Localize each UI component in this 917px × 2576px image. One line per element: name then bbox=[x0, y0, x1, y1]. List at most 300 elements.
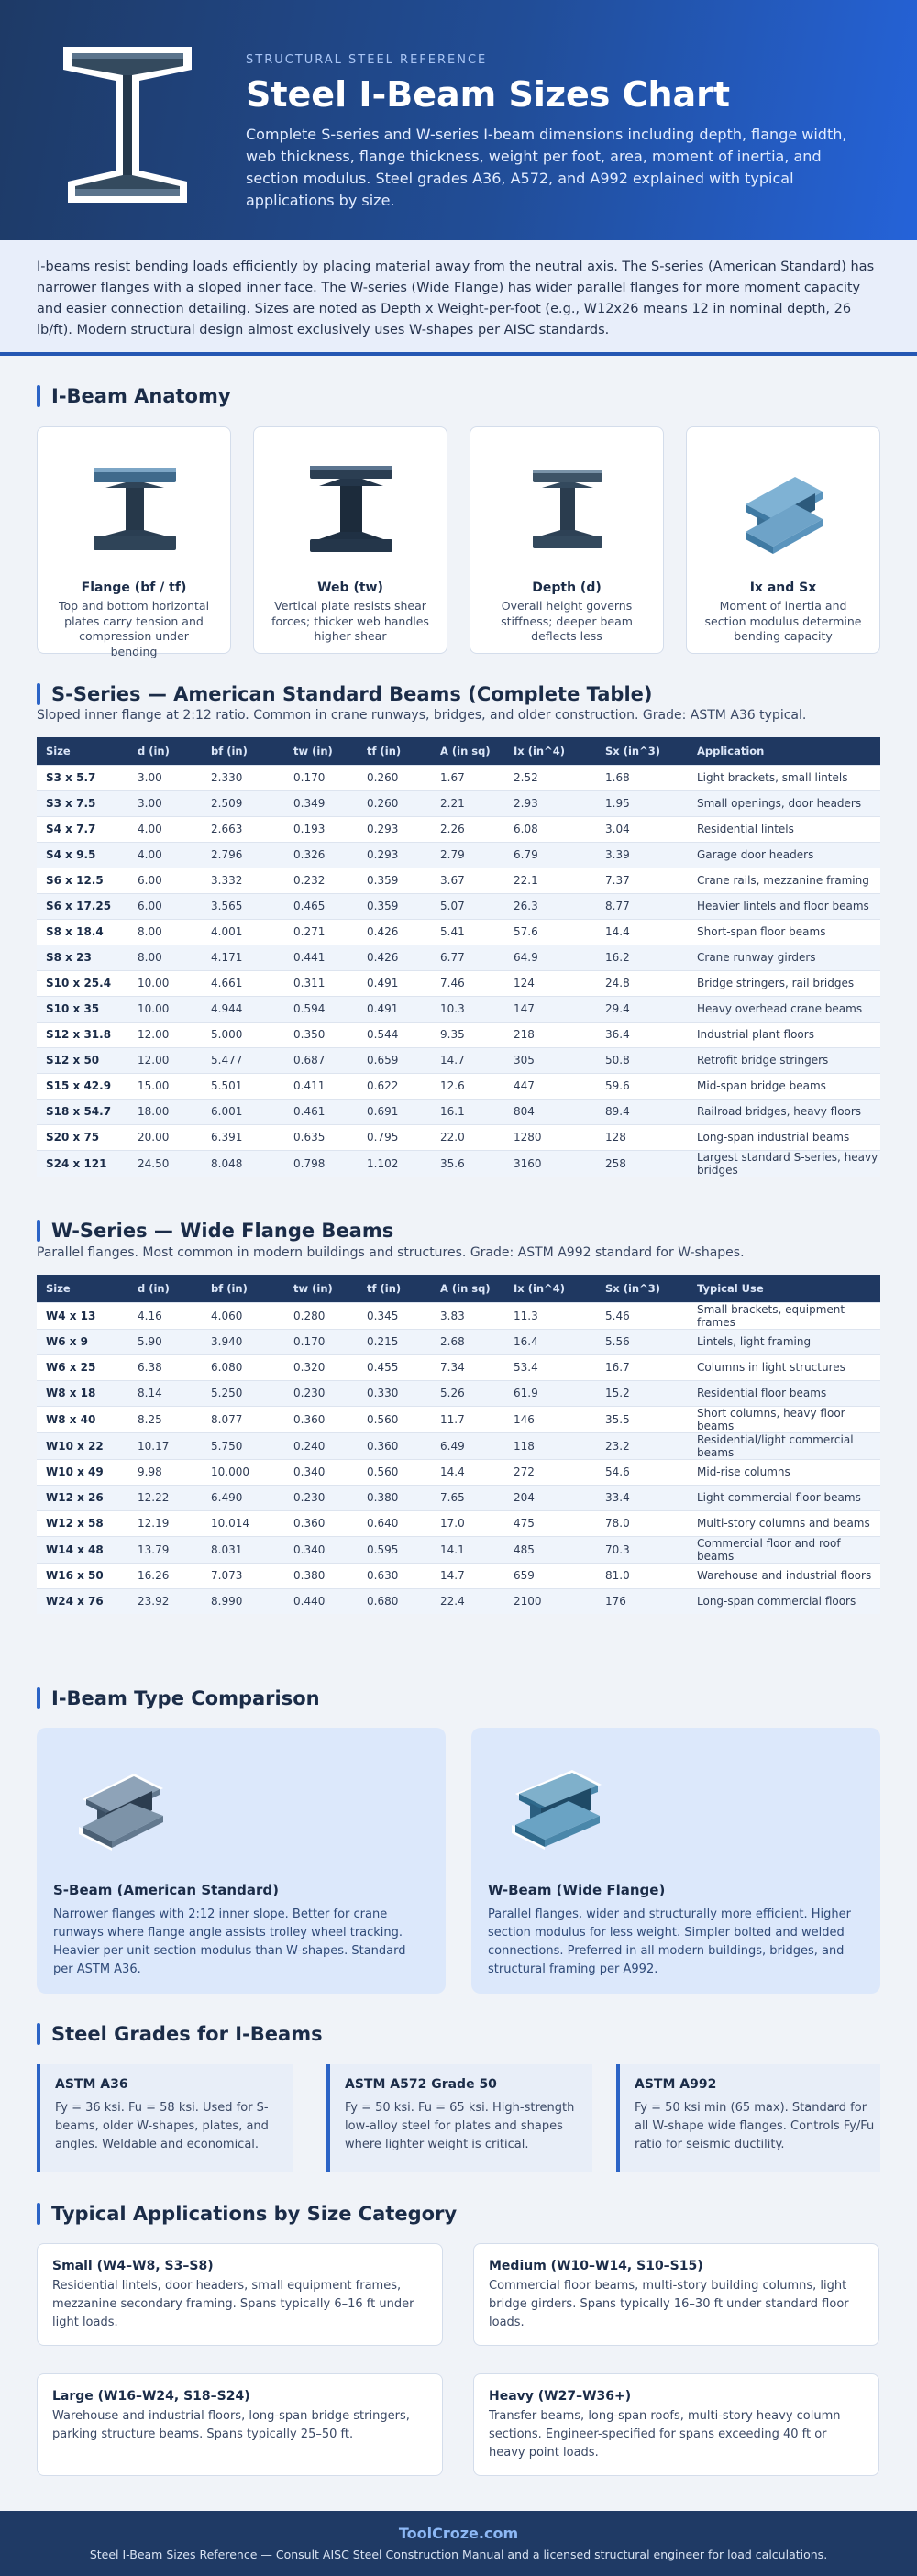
table-cell: 57.6 bbox=[504, 919, 596, 945]
table-cell: 4.060 bbox=[202, 1302, 284, 1329]
table-row bbox=[37, 816, 880, 842]
table-cell: 2100 bbox=[504, 1588, 596, 1614]
intro-text: I-beams resist bending loads efficiently by placing material away from the neutral axis. The S-series (American Standard) has narrower flanges with a sloped inner face. The W-series (Wide Flange) has wider parallel flanges for more moment capacity and easier connection detailing. Sizes are noted as Depth x Weight-per-foot (e.g., W12x26 means 12 in nominal depth, 26 lb/ft). Modern structural design almost exclusively uses W-shapes per AISC standards. bbox=[37, 260, 875, 337]
anatomy-card-text: Overall height governs stiffness; deeper beam deflects less bbox=[501, 599, 633, 643]
application-card-title: Small (W4–W8, S3–S8) bbox=[52, 2259, 214, 2273]
table-cell: 16.7 bbox=[596, 1354, 688, 1380]
column-header: bf (in) bbox=[202, 1275, 284, 1302]
table-cell: 1.102 bbox=[358, 1150, 431, 1177]
table-cell: 6.00 bbox=[128, 868, 202, 893]
table-cell: 14.4 bbox=[596, 919, 688, 945]
table-cell: 7.46 bbox=[431, 970, 504, 996]
table-cell: Heavier lintels and floor beams bbox=[688, 893, 880, 919]
table-cell: 3.83 bbox=[431, 1302, 504, 1329]
grade-card-title: ASTM A572 Grade 50 bbox=[345, 2077, 497, 2092]
hero-description: Complete S-series and W-series I-beam dimensions including depth, flange width, web thickness, flange thickness, weight per foot, area, moment of inertia, and section modulus. Steel grades A36, A572, and A992 explained with typical applications by size. bbox=[246, 126, 847, 209]
table-cell: 23.92 bbox=[128, 1588, 202, 1614]
comparison-card-title: W-Beam (Wide Flange) bbox=[488, 1882, 666, 1898]
table-cell: 0.359 bbox=[358, 893, 431, 919]
page-title: Steel I-Beam Sizes Chart bbox=[246, 74, 731, 115]
table-cell: 485 bbox=[504, 1536, 596, 1563]
table-cell: 61.9 bbox=[504, 1380, 596, 1406]
table-cell: 36.4 bbox=[596, 1022, 688, 1047]
table-cell: 0.635 bbox=[284, 1124, 358, 1150]
table-cell: 3.39 bbox=[596, 842, 688, 868]
anatomy-card-text: Top and bottom horizontal plates carry tension and compression under bending bbox=[58, 599, 210, 658]
table-cell: 5.750 bbox=[202, 1432, 284, 1459]
table-cell: 24.50 bbox=[128, 1150, 202, 1177]
table-cell: Residential floor beams bbox=[688, 1380, 880, 1406]
table-cell: 0.293 bbox=[358, 816, 431, 842]
table-cell: 2.663 bbox=[202, 816, 284, 842]
table-cell: Bridge stringers, rail bridges bbox=[688, 970, 880, 996]
table-row bbox=[37, 1459, 880, 1485]
table-cell: 26.3 bbox=[504, 893, 596, 919]
table-cell: 53.4 bbox=[504, 1354, 596, 1380]
table-cell: 5.26 bbox=[431, 1380, 504, 1406]
table-cell: Railroad bridges, heavy floors bbox=[688, 1099, 880, 1124]
table-cell: 3.00 bbox=[128, 765, 202, 790]
table-cell: 6.08 bbox=[504, 816, 596, 842]
table-cell: 0.170 bbox=[284, 765, 358, 790]
table-cell: 16.26 bbox=[128, 1563, 202, 1588]
table-cell: Mid-rise columns bbox=[688, 1459, 880, 1485]
size-cell: W4 x 13 bbox=[37, 1302, 128, 1329]
table-cell: 9.98 bbox=[128, 1459, 202, 1485]
table-cell: Mid-span bridge beams bbox=[688, 1073, 880, 1099]
table-cell: 3160 bbox=[504, 1150, 596, 1177]
table-cell: 0.360 bbox=[284, 1510, 358, 1536]
hero-banner bbox=[0, 0, 917, 240]
anatomy-card-title: Web (tw) bbox=[317, 580, 383, 595]
table-cell: 8.048 bbox=[202, 1150, 284, 1177]
table-cell: 475 bbox=[504, 1510, 596, 1536]
column-header: tf (in) bbox=[358, 1275, 431, 1302]
comparison-title: I-Beam Type Comparison bbox=[37, 1687, 320, 1709]
table-cell: Heavy overhead crane beams bbox=[688, 996, 880, 1022]
table-cell: 8.25 bbox=[128, 1406, 202, 1432]
size-cell: W14 x 48 bbox=[37, 1536, 128, 1563]
application-card-medium bbox=[473, 2243, 879, 2346]
table-row bbox=[37, 1536, 880, 1563]
table-cell: 0.441 bbox=[284, 945, 358, 970]
application-card-text: Warehouse and industrial floors, long-span bridge stringers, parking structure beams. Spans typically 25–50 ft. bbox=[52, 2409, 410, 2441]
table-cell: 0.240 bbox=[284, 1432, 358, 1459]
grade-card-text: Fy = 50 ksi min (65 max). Standard for all W-shape wide flanges. Controls Fy/Fu ratio for seismic ductility. bbox=[635, 2101, 875, 2151]
table-cell: Retrofit bridge stringers bbox=[688, 1047, 880, 1073]
table-cell: Residential/light commercial beams bbox=[688, 1432, 880, 1459]
table-cell: 0.330 bbox=[358, 1380, 431, 1406]
size-cell: S6 x 17.25 bbox=[37, 893, 128, 919]
size-cell: S12 x 31.8 bbox=[37, 1022, 128, 1047]
table-row bbox=[37, 1022, 880, 1047]
table-cell: Commercial floor and roof beams bbox=[688, 1536, 880, 1563]
table-cell: 24.8 bbox=[596, 970, 688, 996]
table-cell: 0.230 bbox=[284, 1485, 358, 1510]
anatomy-card-flange bbox=[37, 426, 231, 658]
anatomy-card-title: Flange (bf / tf) bbox=[81, 580, 187, 595]
size-cell: S8 x 23 bbox=[37, 945, 128, 970]
table-cell: 6.001 bbox=[202, 1099, 284, 1124]
size-cell: W10 x 49 bbox=[37, 1459, 128, 1485]
column-header: Application bbox=[688, 737, 880, 765]
table-cell: 50.8 bbox=[596, 1047, 688, 1073]
table-cell: 35.6 bbox=[431, 1150, 504, 1177]
application-card-title: Medium (W10–W14, S10–S15) bbox=[489, 2259, 703, 2273]
table-cell: 10.00 bbox=[128, 996, 202, 1022]
table-cell: 0.170 bbox=[284, 1329, 358, 1354]
column-header: Sx (in^3) bbox=[596, 1275, 688, 1302]
table-row bbox=[37, 1380, 880, 1406]
table-cell: 305 bbox=[504, 1047, 596, 1073]
table-cell: 5.000 bbox=[202, 1022, 284, 1047]
application-card-title: Large (W16–W24, S18–S24) bbox=[52, 2389, 250, 2404]
table-cell: 89.4 bbox=[596, 1099, 688, 1124]
table-cell: 11.7 bbox=[431, 1406, 504, 1432]
table-cell: 20.00 bbox=[128, 1124, 202, 1150]
table-cell: 54.6 bbox=[596, 1459, 688, 1485]
table-cell: 5.41 bbox=[431, 919, 504, 945]
table-cell: 118 bbox=[504, 1432, 596, 1459]
s-series-table bbox=[37, 737, 880, 1177]
table-cell: Short columns, heavy floor beams bbox=[688, 1406, 880, 1432]
table-cell: 0.232 bbox=[284, 868, 358, 893]
table-cell: 1.67 bbox=[431, 765, 504, 790]
size-cell: S12 x 50 bbox=[37, 1047, 128, 1073]
table-cell: 14.1 bbox=[431, 1536, 504, 1563]
table-cell: 0.350 bbox=[284, 1022, 358, 1047]
table-cell: 2.93 bbox=[504, 790, 596, 816]
table-cell: 128 bbox=[596, 1124, 688, 1150]
application-card-text: Residential lintels, door headers, small equipment frames, mezzanine secondary framing. Spans typically 6–16 ft under light loads. bbox=[52, 2279, 414, 2329]
column-header: Ix (in^4) bbox=[504, 737, 596, 765]
table-cell: 0.687 bbox=[284, 1047, 358, 1073]
size-cell: S10 x 35 bbox=[37, 996, 128, 1022]
table-cell: 0.798 bbox=[284, 1150, 358, 1177]
table-cell: 0.594 bbox=[284, 996, 358, 1022]
table-cell: 12.22 bbox=[128, 1485, 202, 1510]
table-cell: 204 bbox=[504, 1485, 596, 1510]
table-cell: 2.26 bbox=[431, 816, 504, 842]
table-cell: 0.340 bbox=[284, 1536, 358, 1563]
anatomy-title: I-Beam Anatomy bbox=[37, 385, 231, 407]
size-cell: W6 x 9 bbox=[37, 1329, 128, 1354]
table-cell: 22.4 bbox=[431, 1588, 504, 1614]
anatomy-card-web bbox=[253, 426, 447, 654]
table-cell: 0.360 bbox=[358, 1432, 431, 1459]
table-cell: Crane rails, mezzanine framing bbox=[688, 868, 880, 893]
table-cell: 0.345 bbox=[358, 1302, 431, 1329]
grade-card-a992 bbox=[616, 2064, 880, 2172]
grade-card-a36 bbox=[37, 2064, 293, 2172]
table-cell: 6.38 bbox=[128, 1354, 202, 1380]
table-row bbox=[37, 1406, 880, 1432]
depth-icon bbox=[522, 459, 613, 559]
column-header: d (in) bbox=[128, 1275, 202, 1302]
table-cell: 176 bbox=[596, 1588, 688, 1614]
table-cell: Warehouse and industrial floors bbox=[688, 1563, 880, 1588]
table-cell: 0.360 bbox=[284, 1406, 358, 1432]
table-cell: 0.311 bbox=[284, 970, 358, 996]
table-cell: 1.95 bbox=[596, 790, 688, 816]
table-row bbox=[37, 842, 880, 868]
table-cell: 804 bbox=[504, 1099, 596, 1124]
table-cell: 6.00 bbox=[128, 893, 202, 919]
table-cell: 5.07 bbox=[431, 893, 504, 919]
anatomy-card-depth bbox=[470, 426, 664, 654]
table-cell: 3.00 bbox=[128, 790, 202, 816]
table-row bbox=[37, 868, 880, 893]
comparison-card-w-beam bbox=[471, 1728, 880, 1994]
table-cell: 12.6 bbox=[431, 1073, 504, 1099]
table-cell: 22.1 bbox=[504, 868, 596, 893]
table-cell: 10.000 bbox=[202, 1459, 284, 1485]
table-cell: 0.595 bbox=[358, 1536, 431, 1563]
column-header: A (in sq) bbox=[431, 1275, 504, 1302]
column-header: Size bbox=[37, 737, 128, 765]
table-cell: 0.359 bbox=[358, 868, 431, 893]
table-cell: 1280 bbox=[504, 1124, 596, 1150]
s-series-subtitle: Sloped inner flange at 2:12 ratio. Common in crane runways, bridges, and older construction. Grade: ASTM A36 typical. bbox=[37, 708, 807, 723]
table-row bbox=[37, 1073, 880, 1099]
table-cell: 16.2 bbox=[596, 945, 688, 970]
s-series-title: S-Series — American Standard Beams (Complete Table) bbox=[37, 683, 652, 705]
table-cell: 5.90 bbox=[128, 1329, 202, 1354]
table-cell: 18.00 bbox=[128, 1099, 202, 1124]
table-cell: 0.380 bbox=[358, 1485, 431, 1510]
table-row bbox=[37, 1150, 880, 1177]
table-cell: 0.640 bbox=[358, 1510, 431, 1536]
table-cell: 4.00 bbox=[128, 816, 202, 842]
table-cell: 659 bbox=[504, 1563, 596, 1588]
table-cell: Lintels, light framing bbox=[688, 1329, 880, 1354]
application-card-heavy bbox=[473, 2373, 879, 2476]
table-row bbox=[37, 1124, 880, 1150]
table-cell: 6.391 bbox=[202, 1124, 284, 1150]
comparison-card-text: Narrower flanges with 2:12 inner slope. Better for crane runways where flange angle assists trolley wheel tracking. Heavier per unit section modulus than W-shapes. Standard per ASTM A36. bbox=[53, 1907, 406, 1976]
anatomy-card-text: Moment of inertia and section modulus determine bending capacity bbox=[704, 599, 862, 643]
grade-card-text: Fy = 50 ksi. Fu = 65 ksi. High-strength low-alloy steel for plates and shapes where lighter weight is critical. bbox=[345, 2101, 575, 2151]
table-cell: 35.5 bbox=[596, 1406, 688, 1432]
table-cell: 16.4 bbox=[504, 1329, 596, 1354]
table-cell: 0.795 bbox=[358, 1124, 431, 1150]
table-cell: 3.04 bbox=[596, 816, 688, 842]
table-cell: 10.00 bbox=[128, 970, 202, 996]
size-cell: W16 x 50 bbox=[37, 1563, 128, 1588]
table-cell: 5.56 bbox=[596, 1329, 688, 1354]
hero-eyebrow: STRUCTURAL STEEL REFERENCE bbox=[246, 53, 488, 67]
table-cell: 218 bbox=[504, 1022, 596, 1047]
column-header: tw (in) bbox=[284, 737, 358, 765]
table-cell: 0.411 bbox=[284, 1073, 358, 1099]
table-row bbox=[37, 1432, 880, 1459]
table-cell: 0.491 bbox=[358, 970, 431, 996]
comparison-card-title: S-Beam (American Standard) bbox=[53, 1882, 279, 1898]
table-cell: Columns in light structures bbox=[688, 1354, 880, 1380]
i-beam-hero-icon bbox=[59, 42, 196, 207]
table-cell: 8.14 bbox=[128, 1380, 202, 1406]
table-cell: 8.031 bbox=[202, 1536, 284, 1563]
table-cell: 0.426 bbox=[358, 919, 431, 945]
table-cell: 0.544 bbox=[358, 1022, 431, 1047]
table-cell: 14.7 bbox=[431, 1563, 504, 1588]
size-cell: S6 x 12.5 bbox=[37, 868, 128, 893]
table-cell: 6.79 bbox=[504, 842, 596, 868]
size-cell: S3 x 7.5 bbox=[37, 790, 128, 816]
size-cell: W24 x 76 bbox=[37, 1588, 128, 1614]
table-cell: 8.77 bbox=[596, 893, 688, 919]
table-header-row bbox=[37, 1275, 880, 1302]
table-cell: Small openings, door headers bbox=[688, 790, 880, 816]
web-icon bbox=[305, 459, 397, 559]
application-card-text: Commercial floor beams, multi-story building columns, light bridge girders. Spans typically 16–30 ft under standard floor loads. bbox=[489, 2279, 849, 2329]
size-cell: S24 x 121 bbox=[37, 1150, 128, 1177]
size-cell: W6 x 25 bbox=[37, 1354, 128, 1380]
table-cell: 0.280 bbox=[284, 1302, 358, 1329]
grade-card-title: ASTM A36 bbox=[55, 2077, 128, 2092]
table-cell: 1.68 bbox=[596, 765, 688, 790]
table-cell: 4.944 bbox=[202, 996, 284, 1022]
table-cell: 7.65 bbox=[431, 1485, 504, 1510]
table-row bbox=[37, 1047, 880, 1073]
column-header: Sx (in^3) bbox=[596, 737, 688, 765]
table-cell: 4.661 bbox=[202, 970, 284, 996]
size-cell: S10 x 25.4 bbox=[37, 970, 128, 996]
size-cell: W12 x 58 bbox=[37, 1510, 128, 1536]
table-cell: 12.19 bbox=[128, 1510, 202, 1536]
table-cell: 22.0 bbox=[431, 1124, 504, 1150]
table-cell: 4.00 bbox=[128, 842, 202, 868]
table-cell: 0.326 bbox=[284, 842, 358, 868]
table-cell: 0.630 bbox=[358, 1563, 431, 1588]
s-beam-icon bbox=[70, 1761, 172, 1862]
applications-title: Typical Applications by Size Category bbox=[37, 2203, 457, 2225]
size-cell: S15 x 42.9 bbox=[37, 1073, 128, 1099]
table-cell: Long-span commercial floors bbox=[688, 1588, 880, 1614]
table-cell: 70.3 bbox=[596, 1536, 688, 1563]
table-cell: 0.230 bbox=[284, 1380, 358, 1406]
comparison-card-s-beam bbox=[37, 1728, 446, 1994]
table-cell: 59.6 bbox=[596, 1073, 688, 1099]
table-cell: 6.080 bbox=[202, 1354, 284, 1380]
table-cell: 0.622 bbox=[358, 1073, 431, 1099]
table-cell: 0.380 bbox=[284, 1563, 358, 1588]
table-cell: 0.349 bbox=[284, 790, 358, 816]
grades-title: Steel Grades for I-Beams bbox=[37, 2023, 323, 2045]
table-cell: 2.21 bbox=[431, 790, 504, 816]
table-cell: 81.0 bbox=[596, 1563, 688, 1588]
inertia-icon bbox=[738, 459, 830, 559]
table-cell: 124 bbox=[504, 970, 596, 996]
size-cell: S3 x 5.7 bbox=[37, 765, 128, 790]
table-cell: 12.00 bbox=[128, 1022, 202, 1047]
table-cell: Residential lintels bbox=[688, 816, 880, 842]
table-row bbox=[37, 996, 880, 1022]
table-row bbox=[37, 893, 880, 919]
table-cell: 0.659 bbox=[358, 1047, 431, 1073]
anatomy-card-ix-sx bbox=[686, 426, 880, 654]
comparison-card-text: Parallel flanges, wider and structurally more efficient. Higher section modulus for less weight. Simpler bolted and welded connections. Preferred in all modern buildings, bridges, and structural framing per A992. bbox=[488, 1907, 851, 1976]
w-series-subtitle: Parallel flanges. Most common in modern buildings and structures. Grade: ASTM A992 standard for W-shapes. bbox=[37, 1245, 745, 1260]
anatomy-card-text: Vertical plate resists shear forces; thicker web handles higher shear bbox=[271, 599, 429, 643]
table-cell: 0.455 bbox=[358, 1354, 431, 1380]
table-cell: 0.491 bbox=[358, 996, 431, 1022]
intro-panel bbox=[0, 240, 917, 356]
table-cell: Light commercial floor beams bbox=[688, 1485, 880, 1510]
table-cell: 5.250 bbox=[202, 1380, 284, 1406]
table-cell: 2.509 bbox=[202, 790, 284, 816]
table-cell: 2.79 bbox=[431, 842, 504, 868]
column-header: d (in) bbox=[128, 737, 202, 765]
footer-brand-link[interactable]: ToolCroze.com bbox=[398, 2525, 519, 2542]
table-cell: 9.35 bbox=[431, 1022, 504, 1047]
table-cell: 0.560 bbox=[358, 1459, 431, 1485]
column-header: Size bbox=[37, 1275, 128, 1302]
size-cell: S20 x 75 bbox=[37, 1124, 128, 1150]
table-cell: 0.260 bbox=[358, 765, 431, 790]
table-cell: 13.79 bbox=[128, 1536, 202, 1563]
size-cell: S4 x 7.7 bbox=[37, 816, 128, 842]
size-cell: W8 x 40 bbox=[37, 1406, 128, 1432]
table-cell: Light brackets, small lintels bbox=[688, 765, 880, 790]
table-row bbox=[37, 1354, 880, 1380]
application-card-large bbox=[37, 2373, 443, 2476]
table-cell: Crane runway girders bbox=[688, 945, 880, 970]
column-header: tw (in) bbox=[284, 1275, 358, 1302]
anatomy-card-title: Depth (d) bbox=[532, 580, 602, 595]
table-cell: 4.16 bbox=[128, 1302, 202, 1329]
table-cell: 447 bbox=[504, 1073, 596, 1099]
size-cell: W8 x 18 bbox=[37, 1380, 128, 1406]
table-cell: 8.077 bbox=[202, 1406, 284, 1432]
table-cell: Largest standard S-series, heavy bridges bbox=[688, 1150, 880, 1177]
table-cell: 0.340 bbox=[284, 1459, 358, 1485]
table-cell: 23.2 bbox=[596, 1432, 688, 1459]
table-row bbox=[37, 919, 880, 945]
footer bbox=[0, 2511, 917, 2576]
table-cell: 4.001 bbox=[202, 919, 284, 945]
table-cell: 3.332 bbox=[202, 868, 284, 893]
table-cell: 0.271 bbox=[284, 919, 358, 945]
flange-icon bbox=[89, 459, 181, 559]
table-cell: 0.680 bbox=[358, 1588, 431, 1614]
table-row bbox=[37, 1510, 880, 1536]
table-cell: Small brackets, equipment frames bbox=[688, 1302, 880, 1329]
table-cell: 146 bbox=[504, 1406, 596, 1432]
table-cell: 78.0 bbox=[596, 1510, 688, 1536]
table-cell: 6.490 bbox=[202, 1485, 284, 1510]
table-cell: 147 bbox=[504, 996, 596, 1022]
table-cell: 8.00 bbox=[128, 919, 202, 945]
size-cell: W10 x 22 bbox=[37, 1432, 128, 1459]
table-cell: 0.193 bbox=[284, 816, 358, 842]
table-cell: 17.0 bbox=[431, 1510, 504, 1536]
table-cell: 7.073 bbox=[202, 1563, 284, 1588]
table-cell: 0.293 bbox=[358, 842, 431, 868]
table-cell: 2.52 bbox=[504, 765, 596, 790]
table-cell: 12.00 bbox=[128, 1047, 202, 1073]
grade-card-text: Fy = 36 ksi. Fu = 58 ksi. Used for S-beams, older W-shapes, plates, and angles. Weldable and economical. bbox=[55, 2101, 269, 2151]
column-header: tf (in) bbox=[358, 737, 431, 765]
anatomy-card-title: Ix and Sx bbox=[749, 580, 817, 595]
table-cell: 3.565 bbox=[202, 893, 284, 919]
table-cell: Garage door headers bbox=[688, 842, 880, 868]
footer-note: Steel I-Beam Sizes Reference — Consult AISC Steel Construction Manual and a licensed structural engineer for load calculations. bbox=[89, 2548, 828, 2561]
table-cell: 0.426 bbox=[358, 945, 431, 970]
column-header: Ix (in^4) bbox=[504, 1275, 596, 1302]
table-cell: 16.1 bbox=[431, 1099, 504, 1124]
table-cell: 6.49 bbox=[431, 1432, 504, 1459]
